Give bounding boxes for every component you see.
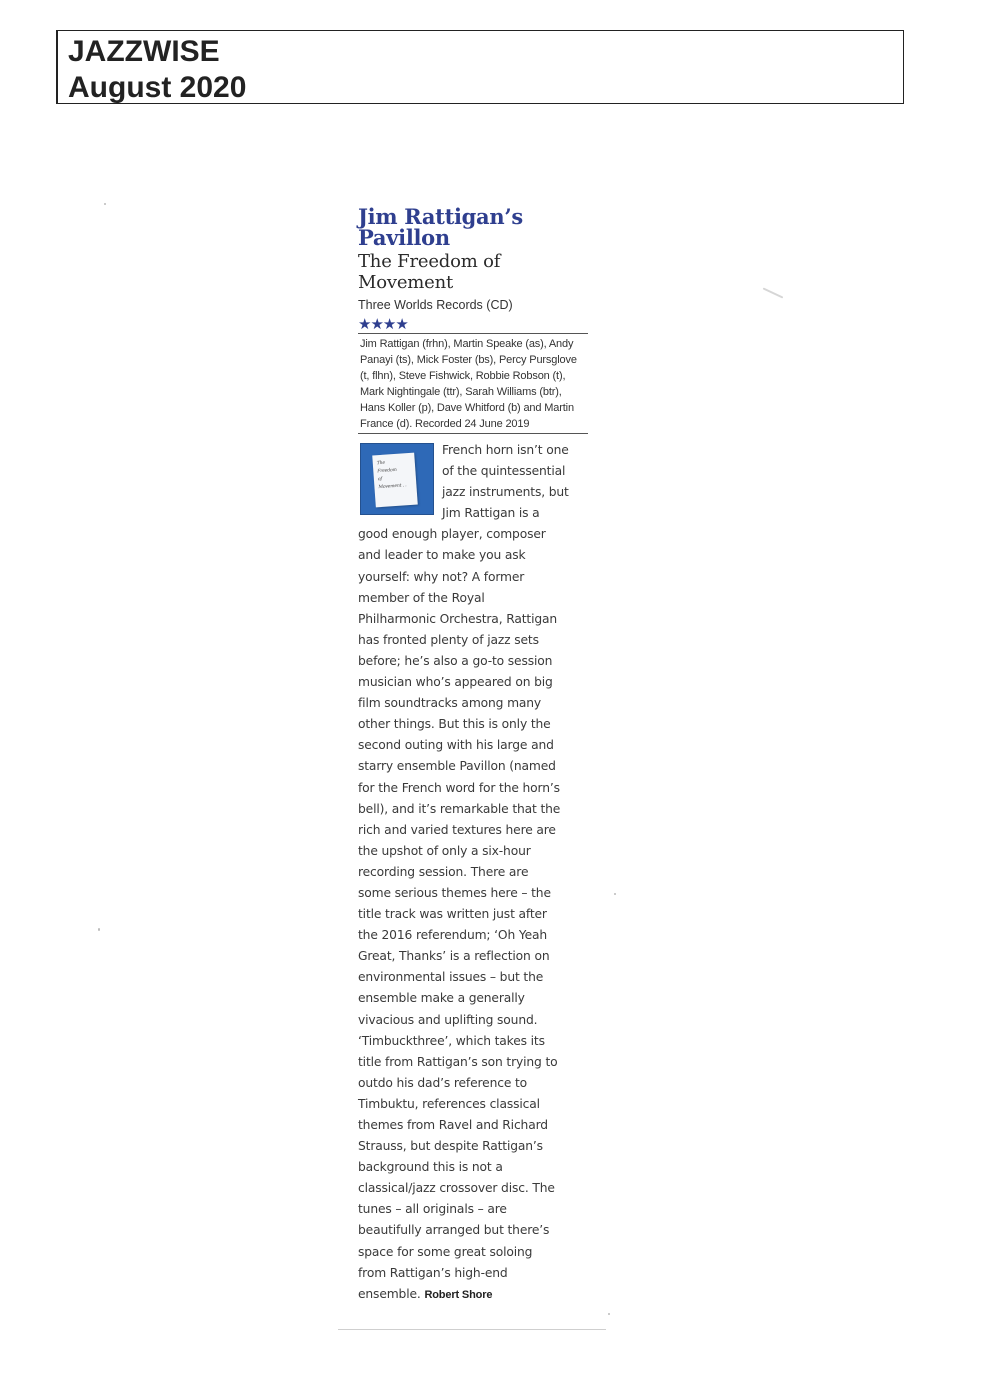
review-text-line: environmental issues – but the [358, 970, 544, 985]
review-text-line: background this is not a [358, 1160, 503, 1175]
review-text-line: has fronted plenty of jazz sets [358, 632, 539, 647]
personnel-line: Panayi (ts), Mick Foster (bs), Percy Pursglove [360, 354, 577, 366]
column-end-rule [338, 1329, 606, 1330]
publication-name: JAZZWISE [68, 35, 220, 68]
artist-name [358, 206, 590, 248]
artist-name-line-2: Pavillon [358, 225, 450, 250]
review-text-line: some serious themes here – the [358, 885, 551, 900]
artist-name-line-1: Jim Rattigan’s [358, 204, 523, 229]
divider-bottom [358, 433, 588, 434]
review-text-line: film soundtracks among many [358, 696, 542, 711]
review-text [358, 440, 590, 1306]
review-text-line: musician who’s appeared on big [358, 675, 553, 690]
review-text-line: other things. But this is only the [358, 717, 551, 732]
review-text-line: Philharmonic Orchestra, Rattigan [358, 611, 558, 626]
scan-speck [104, 203, 106, 205]
review-text-line: title track was written just after [358, 907, 547, 922]
review-text-line: yourself: why not? A former [358, 569, 525, 584]
star-rating: ★★★★ [358, 315, 408, 333]
review-text-line: starry ensemble Pavillon (named [358, 759, 556, 774]
review-text-line: Great, Thanks’ is a reflection on [358, 949, 550, 964]
scan-speck [608, 1313, 610, 1315]
review-text-line: Strauss, but despite Rattigan’s [358, 1139, 543, 1154]
review-text-line: Timbuktu, references classical [358, 1096, 540, 1111]
album-cover-image [360, 443, 434, 515]
personnel-line: France (d). Recorded 24 June 2019 [360, 418, 530, 430]
review-text-line: vivacious and uplifting sound. [358, 1012, 538, 1027]
review-text-line: space for some great soloing [358, 1244, 533, 1259]
review-text-line: the 2016 referendum; ‘Oh Yeah [358, 928, 548, 943]
scan-speck [614, 893, 616, 895]
album-title-line-1: The Freedom of [358, 251, 501, 272]
review-author: Robert Shore [424, 1288, 493, 1301]
review-text-line: Jim Rattigan is a [442, 506, 540, 521]
personnel-credits [358, 334, 590, 433]
personnel-line: (t, flhn), Steve Fishwick, Robbie Robson (t), [360, 370, 566, 382]
review-text-line: themes from Ravel and Richard [358, 1118, 548, 1132]
review-text-line: French horn isn’t one [442, 443, 569, 457]
review-body [358, 440, 590, 1306]
album-cover-card [372, 453, 418, 508]
review-text-line: outdo his dad’s reference to [358, 1075, 528, 1090]
scan-speck [763, 287, 784, 298]
review-text-line: for the French word for the horn’s [358, 780, 560, 795]
publication-header-box [56, 30, 904, 104]
review-text-line: jazz instruments, but [442, 485, 569, 500]
personnel-line: Mark Nightingale (ttr), Sarah Williams (btr), [360, 386, 562, 398]
review-text-line: title from Rattigan’s son trying to [358, 1054, 558, 1069]
review-text-line: good enough player, composer [358, 527, 546, 542]
review-text-line: tunes – all originals – are [358, 1202, 507, 1217]
review-text-line: recording session. There are [358, 864, 529, 879]
album-title [358, 251, 590, 293]
scan-speck [98, 928, 100, 931]
album-review [358, 206, 590, 1306]
review-text-line: the upshot of only a six-hour [358, 843, 531, 858]
review-text-line: beautifully arranged but there’s [358, 1223, 550, 1238]
record-label: Three Worlds Records (CD) [358, 298, 513, 312]
review-text-line: bell), and it’s remarkable that the [358, 801, 561, 816]
review-text-line: classical/jazz crossover disc. The [358, 1181, 555, 1196]
review-text-line: rich and varied textures here are [358, 822, 556, 837]
issue-date: August 2020 [68, 71, 247, 104]
album-title-line-2: Movement [358, 272, 454, 293]
album-cover-text: The Freedom of Movement . . [376, 460, 407, 491]
review-text-last-line [358, 1284, 590, 1306]
review-text-line: member of the Royal [358, 590, 485, 605]
review-text-line: from Rattigan’s high-end [358, 1265, 508, 1280]
personnel-line: Jim Rattigan (frhn), Martin Speake (as), Andy [360, 338, 574, 350]
review-text-line: ‘Timbuckthree’, which takes its [358, 1033, 545, 1048]
review-text-line: before; he’s also a go-to session [358, 653, 553, 668]
review-text-line: ensemble make a generally [358, 991, 525, 1006]
review-text-ending: ensemble. [358, 1286, 421, 1301]
review-text-line: and leader to make you ask [358, 548, 526, 563]
review-text-line: of the quintessential [442, 464, 566, 479]
personnel-line: Hans Koller (p), Dave Whitford (b) and Martin [360, 402, 574, 414]
review-text-line: second outing with his large and [358, 738, 554, 753]
